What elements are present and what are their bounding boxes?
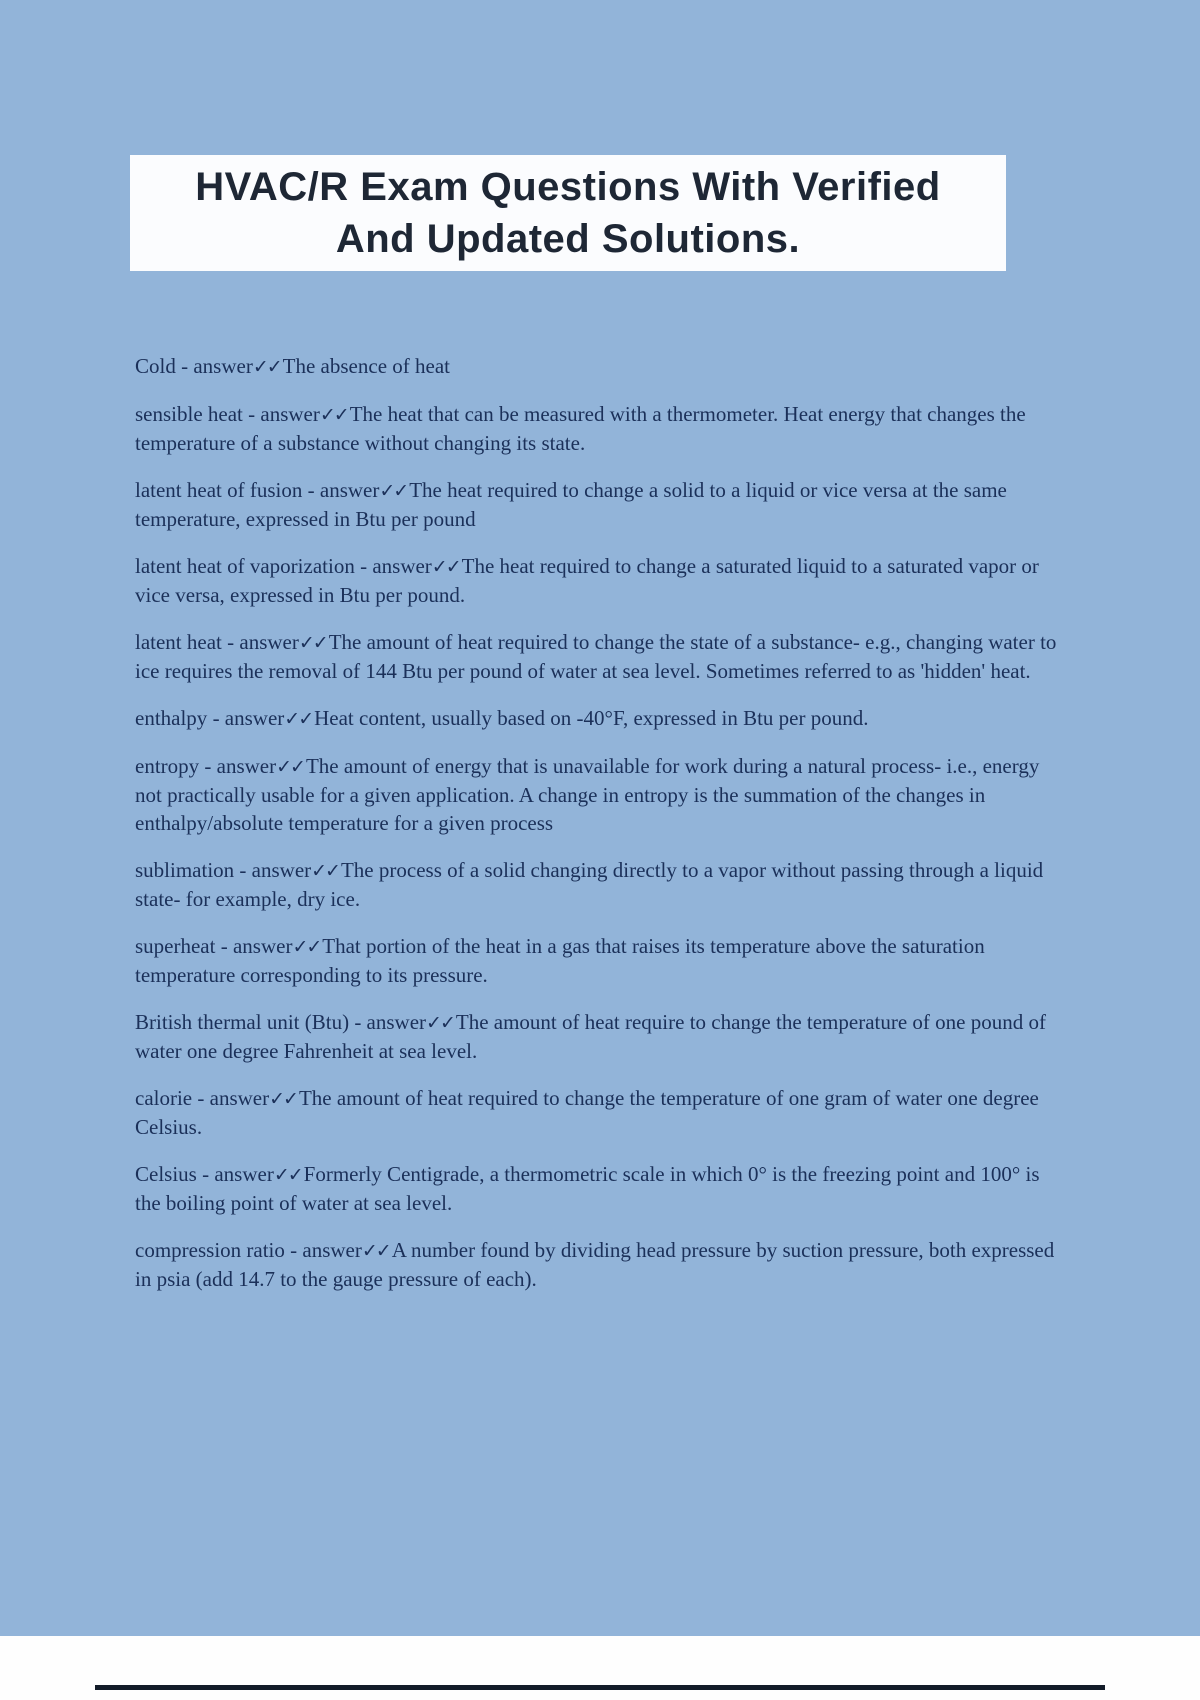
qa-definition: The amount of energy that is unavailable for work during a natural process- i.e., energy not practically usable for a given application. A change in entropy is the summation of the changes in enthalpy/absolute temperature for a given process (135, 754, 1040, 835)
answer-label: - answer (207, 706, 285, 730)
document-title (195, 161, 940, 265)
qa-item (135, 628, 1070, 685)
checkmarks-icon: ✓✓ (276, 756, 304, 778)
answer-label: - answer (199, 754, 277, 778)
qa-definition: A number found by dividing head pressure by suction pressure, both expressed in psia (add 14.7 to the gauge pressure of each). (135, 1238, 1055, 1291)
checkmarks-icon: ✓✓ (269, 1088, 297, 1110)
qa-definition: The heat that can be measured with a thermometer. Heat energy that changes the temperature of a substance without changing its state. (135, 402, 1026, 455)
checkmarks-icon: ✓✓ (273, 1164, 302, 1186)
qa-term: entropy (135, 754, 200, 778)
qa-item (135, 400, 1070, 457)
answer-label: - answer (192, 1086, 270, 1110)
qa-term: compression ratio (135, 1238, 285, 1262)
answer-label: - answer (175, 354, 253, 378)
answer-label: - answer (196, 1162, 274, 1186)
qa-term: Celsius (135, 1162, 197, 1186)
qa-definition: That portion of the heat in a gas that raises its temperature above the saturation temperature corresponding to its pressure. (135, 934, 985, 987)
qa-term: sublimation (135, 858, 235, 882)
qa-definition: The heat required to change a saturated liquid to a saturated vapor or vice versa, expressed in Btu per pound. (135, 554, 1039, 607)
qa-list (135, 352, 1070, 1312)
qa-definition: The amount of heat required to change the temperature of one gram of water one degree Celsius. (135, 1086, 1039, 1139)
qa-item (135, 1084, 1070, 1141)
qa-term: calorie (135, 1086, 193, 1110)
qa-definition: The process of a solid changing directly to a vapor without passing through a liquid state- for example, dry ice. (135, 858, 1044, 911)
qa-definition: Heat content, usually based on -40°F, expressed in Btu per pound. (314, 706, 869, 730)
qa-item (135, 1160, 1070, 1217)
page-break-strip (0, 1636, 1200, 1700)
qa-term: Cold (135, 354, 176, 378)
qa-definition: The absence of heat (282, 354, 450, 378)
qa-term: superheat (135, 934, 216, 958)
checkmarks-icon: ✓✓ (361, 1240, 390, 1262)
document-title-line1: HVAC/R Exam Questions With Verified (195, 165, 941, 209)
checkmarks-icon: ✓✓ (311, 860, 339, 882)
qa-item (135, 1008, 1070, 1065)
checkmarks-icon: ✓✓ (319, 404, 348, 426)
answer-label: - answer (354, 554, 432, 578)
answer-label: - answer (242, 402, 320, 426)
answer-label: - answer (302, 478, 380, 502)
qa-item (135, 552, 1070, 609)
document-title-line2: And Updated Solutions. (335, 217, 801, 261)
checkmarks-icon: ✓✓ (298, 632, 327, 654)
qa-definition: The heat required to change a solid to a liquid or vice versa at the same temperature, expressed in Btu per pound (135, 478, 1007, 531)
answer-label: - answer (221, 630, 299, 654)
qa-item (135, 476, 1070, 533)
qa-definition: The amount of heat required to change the state of a substance- e.g., changing water to ice requires the removal of 144 Btu per pound of water at sea level. Sometimes referred to as 'hidden' heat. (135, 630, 1057, 683)
qa-item (135, 932, 1070, 989)
qa-term: British thermal unit (Btu) (135, 1010, 350, 1034)
qa-term: sensible heat (135, 402, 243, 426)
checkmarks-icon: ✓✓ (431, 556, 460, 578)
qa-definition: The amount of heat require to change the temperature of one pound of water one degree Fahrenheit at sea level. (135, 1010, 1046, 1063)
document-title-box (130, 155, 1006, 271)
answer-label: - answer (349, 1010, 427, 1034)
qa-term: latent heat of vaporization (135, 554, 355, 578)
checkmarks-icon: ✓✓ (426, 1012, 454, 1034)
qa-item (135, 1236, 1070, 1293)
qa-item (135, 352, 1070, 381)
answer-label: - answer (234, 858, 312, 882)
qa-item (135, 856, 1070, 913)
qa-item (135, 752, 1070, 837)
answer-label: - answer (284, 1238, 362, 1262)
answer-label: - answer (215, 934, 293, 958)
checkmarks-icon: ✓✓ (284, 708, 313, 730)
qa-term: latent heat of fusion (135, 478, 303, 502)
checkmarks-icon: ✓✓ (379, 480, 408, 502)
checkmarks-icon: ✓✓ (252, 356, 281, 378)
checkmarks-icon: ✓✓ (292, 936, 321, 958)
divider-line (95, 1685, 1105, 1690)
qa-term: latent heat (135, 630, 222, 654)
qa-definition: Formerly Centigrade, a thermometric scale in which 0° is the freezing point and 100° is the boiling point of water at sea level. (135, 1162, 1040, 1215)
qa-item (135, 704, 1070, 733)
qa-term: enthalpy (135, 706, 208, 730)
